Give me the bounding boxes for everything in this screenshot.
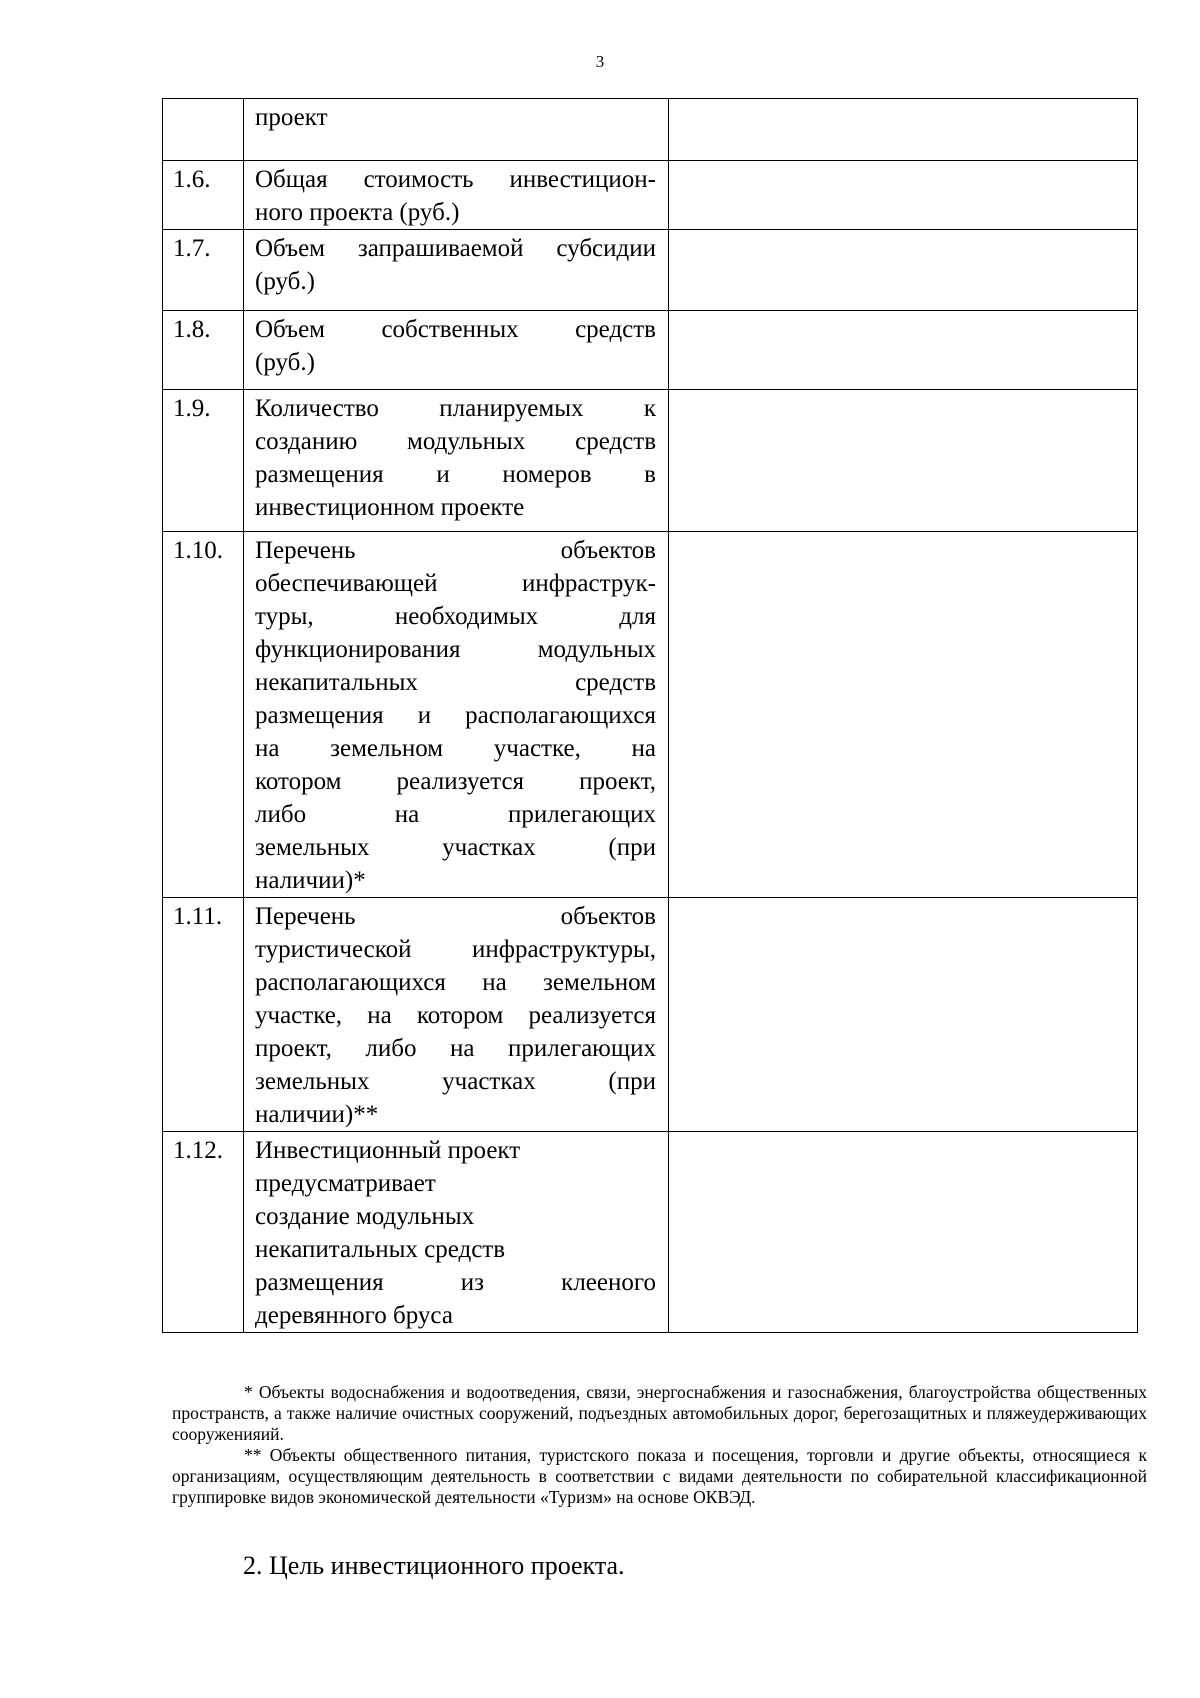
row-label-line: размещения и располагающихся	[255, 702, 656, 729]
row-label-line: туры, необходимых для	[255, 603, 656, 630]
row-number: 1.10.	[163, 532, 244, 898]
row-label-line: Общая стоимость инвестицион-	[255, 166, 656, 193]
row-label-line: некапитальных средств	[255, 1236, 506, 1263]
table-row	[163, 161, 1138, 230]
row-value-field[interactable]	[669, 311, 1138, 390]
table-row	[163, 898, 1138, 1132]
row-number: 1.12.	[163, 1132, 244, 1333]
table-row	[163, 532, 1138, 898]
row-value-field[interactable]	[669, 161, 1138, 230]
row-label-line: инвестиционном проекте	[255, 494, 525, 521]
row-label-line: (руб.)	[255, 268, 315, 295]
row-value-field[interactable]	[669, 898, 1138, 1132]
row-label-line: на земельном участке, на	[255, 735, 656, 762]
row-label	[244, 390, 669, 532]
row-value-field[interactable]	[669, 230, 1138, 311]
table-body	[163, 99, 1138, 1333]
row-number: 1.9.	[163, 390, 244, 532]
row-label	[244, 311, 669, 390]
row-value-field[interactable]	[669, 532, 1138, 898]
row-number: 1.11.	[163, 898, 244, 1132]
row-label-line: проект	[255, 104, 328, 131]
table-row	[163, 390, 1138, 532]
row-value-field[interactable]	[669, 99, 1138, 161]
row-label	[244, 230, 669, 311]
row-value-field[interactable]	[669, 390, 1138, 532]
row-value-field[interactable]	[669, 1132, 1138, 1333]
row-label-line: некапитальных средств	[255, 669, 656, 696]
table-row	[163, 311, 1138, 390]
row-label-line: ного проекта (руб.)	[255, 199, 460, 226]
row-label-line: земельных участках (при	[255, 1068, 656, 1095]
row-label-line: Инвестиционный проект	[255, 1137, 521, 1164]
row-label-line: обеспечивающей инфраструк-	[255, 570, 656, 597]
table-row	[163, 1132, 1138, 1333]
footnote-1: * Объекты водоснабжения и водоотведения, связи, энергоснабжения и газоснабжения, благоустройства общественных пространств, а также наличие очистных сооружений, подъездных автомобильных дорог, берегозащитных и пляжеудерживающих сооруженияий.	[172, 1382, 1147, 1444]
row-label-line: котором реализуется проект,	[255, 768, 656, 795]
row-label-line: располагающихся на земельном	[255, 969, 656, 996]
row-label-line: (руб.)	[255, 349, 315, 376]
row-label-line: размещения и номеров в	[255, 461, 656, 488]
row-label-line: либо на прилегающих	[255, 801, 656, 828]
row-number: 1.7.	[163, 230, 244, 311]
row-label-line: Перечень объектов	[255, 537, 656, 564]
footnote-2: ** Объекты общественного питания, туристского показа и посещения, торговли и другие объекты, относящиеся к организациям, осуществляющим деятельность в соответствии с видами деятельности по собирательной классификационной группировке видов экономической деятельности «Туризм» на основе ОКВЭД.	[172, 1445, 1147, 1507]
page-number: 3	[595, 52, 605, 71]
row-label-line: Объем собственных средств	[255, 316, 656, 343]
row-number: 1.6.	[163, 161, 244, 230]
row-number: 1.8.	[163, 311, 244, 390]
row-label-line: земельных участках (при	[255, 834, 656, 861]
row-label	[244, 532, 669, 898]
row-label-line: проект, либо на прилегающих	[255, 1035, 656, 1062]
row-label-line: наличии)*	[255, 867, 366, 894]
application-form-table	[162, 98, 1138, 1333]
row-label-line: Объем запрашиваемой субсидии	[255, 235, 656, 262]
row-label-line: туристической инфраструктуры,	[255, 936, 656, 963]
row-label	[244, 99, 669, 161]
row-label-line: Перечень объектов	[255, 903, 656, 930]
row-label-line: созданию модульных средств	[255, 428, 656, 455]
row-label-line: предусматривает	[255, 1170, 436, 1197]
row-label-line: создание модульных	[255, 1203, 475, 1230]
row-number	[163, 99, 244, 161]
footnotes	[172, 1382, 1147, 1508]
row-label-line: размещения из клееного	[255, 1269, 656, 1296]
table-row	[163, 230, 1138, 311]
row-label	[244, 1132, 669, 1333]
row-label	[244, 161, 669, 230]
row-label-line: участке, на котором реализуется	[255, 1002, 656, 1029]
row-label-line: функционирования модульных	[255, 636, 656, 663]
section-heading: 2. Цель инвестиционного проекта.	[243, 1551, 625, 1580]
row-label-line: деревянного бруса	[255, 1302, 453, 1329]
row-label-line: наличии)**	[255, 1101, 379, 1128]
table-row	[163, 99, 1138, 161]
row-label	[244, 898, 669, 1132]
row-label-line: Количество планируемых к	[255, 395, 656, 422]
